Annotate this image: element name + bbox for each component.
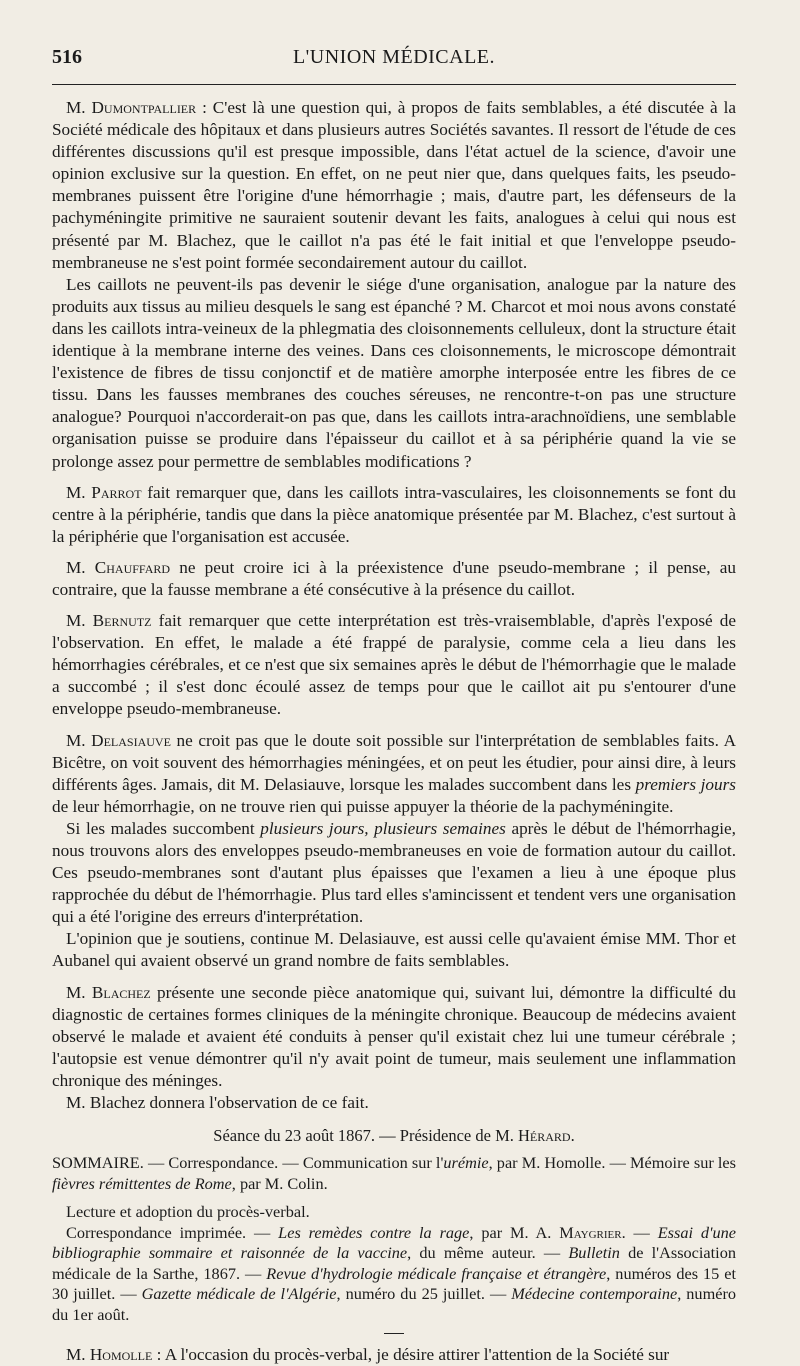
homolle-section xyxy=(52,1344,736,1366)
corr-text: , numéros des 15 et 30 juillet. — xyxy=(52,1263,737,1304)
paragraph-blachez xyxy=(52,982,736,1092)
sommaire-text: , par M. Homolle. — Mémoire sur les xyxy=(488,1153,736,1173)
italic-text: Gazette médicale de l'Algérie xyxy=(141,1284,337,1304)
paragraph-text: Si les malades succombent xyxy=(66,818,261,838)
page-number: 516 xyxy=(52,46,82,68)
running-title: L'UNION MÉDICALE. xyxy=(292,46,496,68)
seance-end: . xyxy=(570,1126,575,1146)
seance-text: Séance du 23 août 1867. — Présidence de M. xyxy=(213,1126,518,1146)
paragraph-parrot xyxy=(52,482,736,548)
paragraph-caillots xyxy=(52,274,736,473)
corr-text: , par M. A. xyxy=(469,1222,560,1242)
speaker-name: M. Chauffard xyxy=(66,557,171,577)
corr-text: , numéro du 1er août. xyxy=(52,1284,737,1324)
sommaire-text: — Correspondance. — Communication sur l' xyxy=(143,1153,444,1173)
speaker-name: M. Bernutz xyxy=(66,611,152,631)
corr-text: Correspondance imprimée. — xyxy=(66,1222,279,1242)
italic-text: Les remèdes contre la rage xyxy=(278,1222,470,1242)
paragraph-text: de leur hémorrhagie, on ne trouve rien qui puisse appuyer la théorie de la pachyméningite. xyxy=(52,796,674,816)
paragraph-chauffard xyxy=(52,557,736,601)
section-divider xyxy=(384,1333,404,1334)
speaker-name: M. Parrot xyxy=(66,482,142,502)
paragraph-dumontpallier xyxy=(52,97,736,274)
paragraph-blachez-observation xyxy=(52,1092,736,1114)
proceedings xyxy=(52,1202,736,1325)
paragraph-text: fait remarquer que cette interprétation est très-vraisemblable, d'après l'exposé de l'observation. En effet, le malade a été frappé de paralysie, comme cela a lieu dans les hémorrhagies cérébrales, et ce n'est que six semaines après le début de l'hémorrhagie que le malade a succombé ; il s'est donc écoulé assez de temps pour que le caillot ait pu s'entourer d'une enveloppe pseudo-membraneuse. xyxy=(52,611,736,719)
header-rule xyxy=(52,84,736,85)
speaker-name: M. Delasiauve xyxy=(66,730,171,750)
paragraph-text: : A l'occasion du procès-verbal, je désire attirer l'attention de la Société sur xyxy=(152,1345,670,1365)
paragraph-text: : C'est là une question qui, à propos de faits semblables, a été discutée à la Société médicale des hôpitaux et dans plusieurs autres Sociétés savantes. Il ressort de l'étude de ces différentes discussions qu'il est presque impossible, dans l'état actuel de la science, d'avoir une opinion exclusive sur la question. En effet, on ne peut nier que, dans quelques faits, les pseudo-membranes puissent être l'origine d'une hémorrhagie ; mais, d'autre part, les défenseurs de la pachyméningite primitive ne sauraient soutenir devant les faits, analogues à celui qui nous est présenté par M. Blachez, que le caillot n'a pas été le fait initial et que l'enveloppe pseudo-membraneuse ne s'est point formée secondairement autour du caillot. xyxy=(52,98,737,272)
author-name: Maygrier xyxy=(559,1222,622,1242)
italic-text: urémie xyxy=(443,1153,489,1173)
italic-text: Essai d'une bibliographie sommaire et raisonnée de la vaccine xyxy=(52,1222,737,1263)
paragraph-text: fait remarquer que, dans les caillots intra-vasculaires, les cloisonnements se font du centre à la périphérie, tandis que dans la pièce anatomique présentée par M. Blachez, c'est surtout à la périphérie que l'organisation est accusée. xyxy=(52,482,737,546)
paragraph-text: M. Blachez donnera l'observation de ce fait. xyxy=(66,1093,369,1113)
paragraph-text: ne peut croire ici à la préexistence d'une pseudo-membrane ; il pense, au contraire, que la fausse membrane a été consécutive à la présence du caillot. xyxy=(52,557,736,599)
corr-text: . — xyxy=(621,1222,658,1242)
paragraph-homolle xyxy=(52,1344,736,1366)
sommaire xyxy=(52,1152,736,1194)
page-header xyxy=(52,40,736,80)
president-name: Hérard xyxy=(518,1126,571,1146)
paragraph-opinion xyxy=(52,928,736,972)
paragraph-bernutz xyxy=(52,610,736,720)
italic-text: Médecine contemporaine xyxy=(511,1284,678,1304)
discussion-body xyxy=(52,97,736,1114)
speaker-name: M. Blachez xyxy=(66,982,151,1002)
corr-text: de l'Association médicale de la Sarthe, 1867. — xyxy=(52,1243,736,1283)
corr-text: , du même auteur. — xyxy=(407,1243,569,1263)
sommaire-label: SOMMAIRE. xyxy=(52,1153,144,1173)
speaker-name: M. Dumontpallier xyxy=(66,98,197,117)
paragraph-text: L'opinion que je soutiens, continue M. Delasiauve, est aussi celle qu'avaient émise MM. Thor et Aubanel qui avaient observé un grand nombre de faits semblables. xyxy=(52,929,736,971)
paragraph-delasiauve xyxy=(52,730,736,818)
italic-text: Revue d'hydrologie médicale française et étrangère xyxy=(266,1263,607,1283)
seance-heading xyxy=(52,1126,736,1146)
correspondance xyxy=(52,1223,736,1326)
corr-text: , numéro du 25 juillet. — xyxy=(336,1284,512,1304)
paragraph-malades xyxy=(52,818,736,928)
paragraph-text: ne croit pas que le doute soit possible sur l'interprétation de semblables faits. A Bicêtre, on voit souvent des hémorrhagies méningées, et on peut les étudier, pour ainsi dire, à leurs différents âges. Jamais, dit M. Delasiauve, lorsque les malades succombent dans les xyxy=(52,730,736,794)
proces-verbal: Lecture et adoption du procès-verbal. xyxy=(66,1202,310,1222)
italic-text: fièvres rémittentes de Rome xyxy=(52,1174,232,1194)
paragraph-text: Les caillots ne peuvent-ils pas devenir le siége d'une organisation, analogue par la nature des produits aux tissus au milieu desquels le sang est épanché ? M. Charcot et moi nous avons constaté dans les caillots intra-veineux de la phlegmatia des cloisonnements celluleux, dont la structure était identique à la membrane interne des veines. Dans ces cloisonnements, le microscope démontrait l'existence de fibres de tissu conjonctif et de matière amorphe interposée entre les fibres de ce tissu. Dans les fausses membranes des couches séreuses, ne rencontre-t-on pas une structure analogue? Pourquoi n'accorderait-on pas que, dans les caillots intra-arachnoïdiens, une semblable organisation puisse se produire dans l'épaisseur du caillot et à sa périphérie quand la vie se prolonge assez pour permettre de semblables modifications ? xyxy=(52,274,736,471)
paragraph-text: après le début de l'hémorrhagie, nous trouvons alors des enveloppes pseudo-membraneuses en voie de formation autour du caillot. Ces pseudo-membranes sont d'autant plus épaisses que l'examen a lieu à une époque plus rapprochée du début de l'hémorrhagie. Plus tard elles s'amincissent et tendent vers une organisation qui a été l'origine des erreurs d'interprétation. xyxy=(52,818,736,927)
speaker-name: M. Homolle xyxy=(66,1345,153,1365)
italic-text: plusieurs jours, plusieurs semaines xyxy=(260,818,506,838)
italic-text: premiers jours xyxy=(635,774,736,794)
italic-text: Bulletin xyxy=(568,1243,620,1263)
paragraph-text: présente une seconde pièce anatomique qui, suivant lui, démontre la difficulté du diagnostic de certaines formes cliniques de la méningite chronique. Beaucoup de médecins avaient observé le malade et avaient été conduits à penser qu'il existait chez lui une tumeur cérébrale ; l'autopsie est venue démontrer qu'il n'y avait point de tumeur, mais seulement une inflammation chronique des méninges. xyxy=(52,982,736,1090)
sommaire-text: , par M. Colin. xyxy=(231,1174,328,1194)
